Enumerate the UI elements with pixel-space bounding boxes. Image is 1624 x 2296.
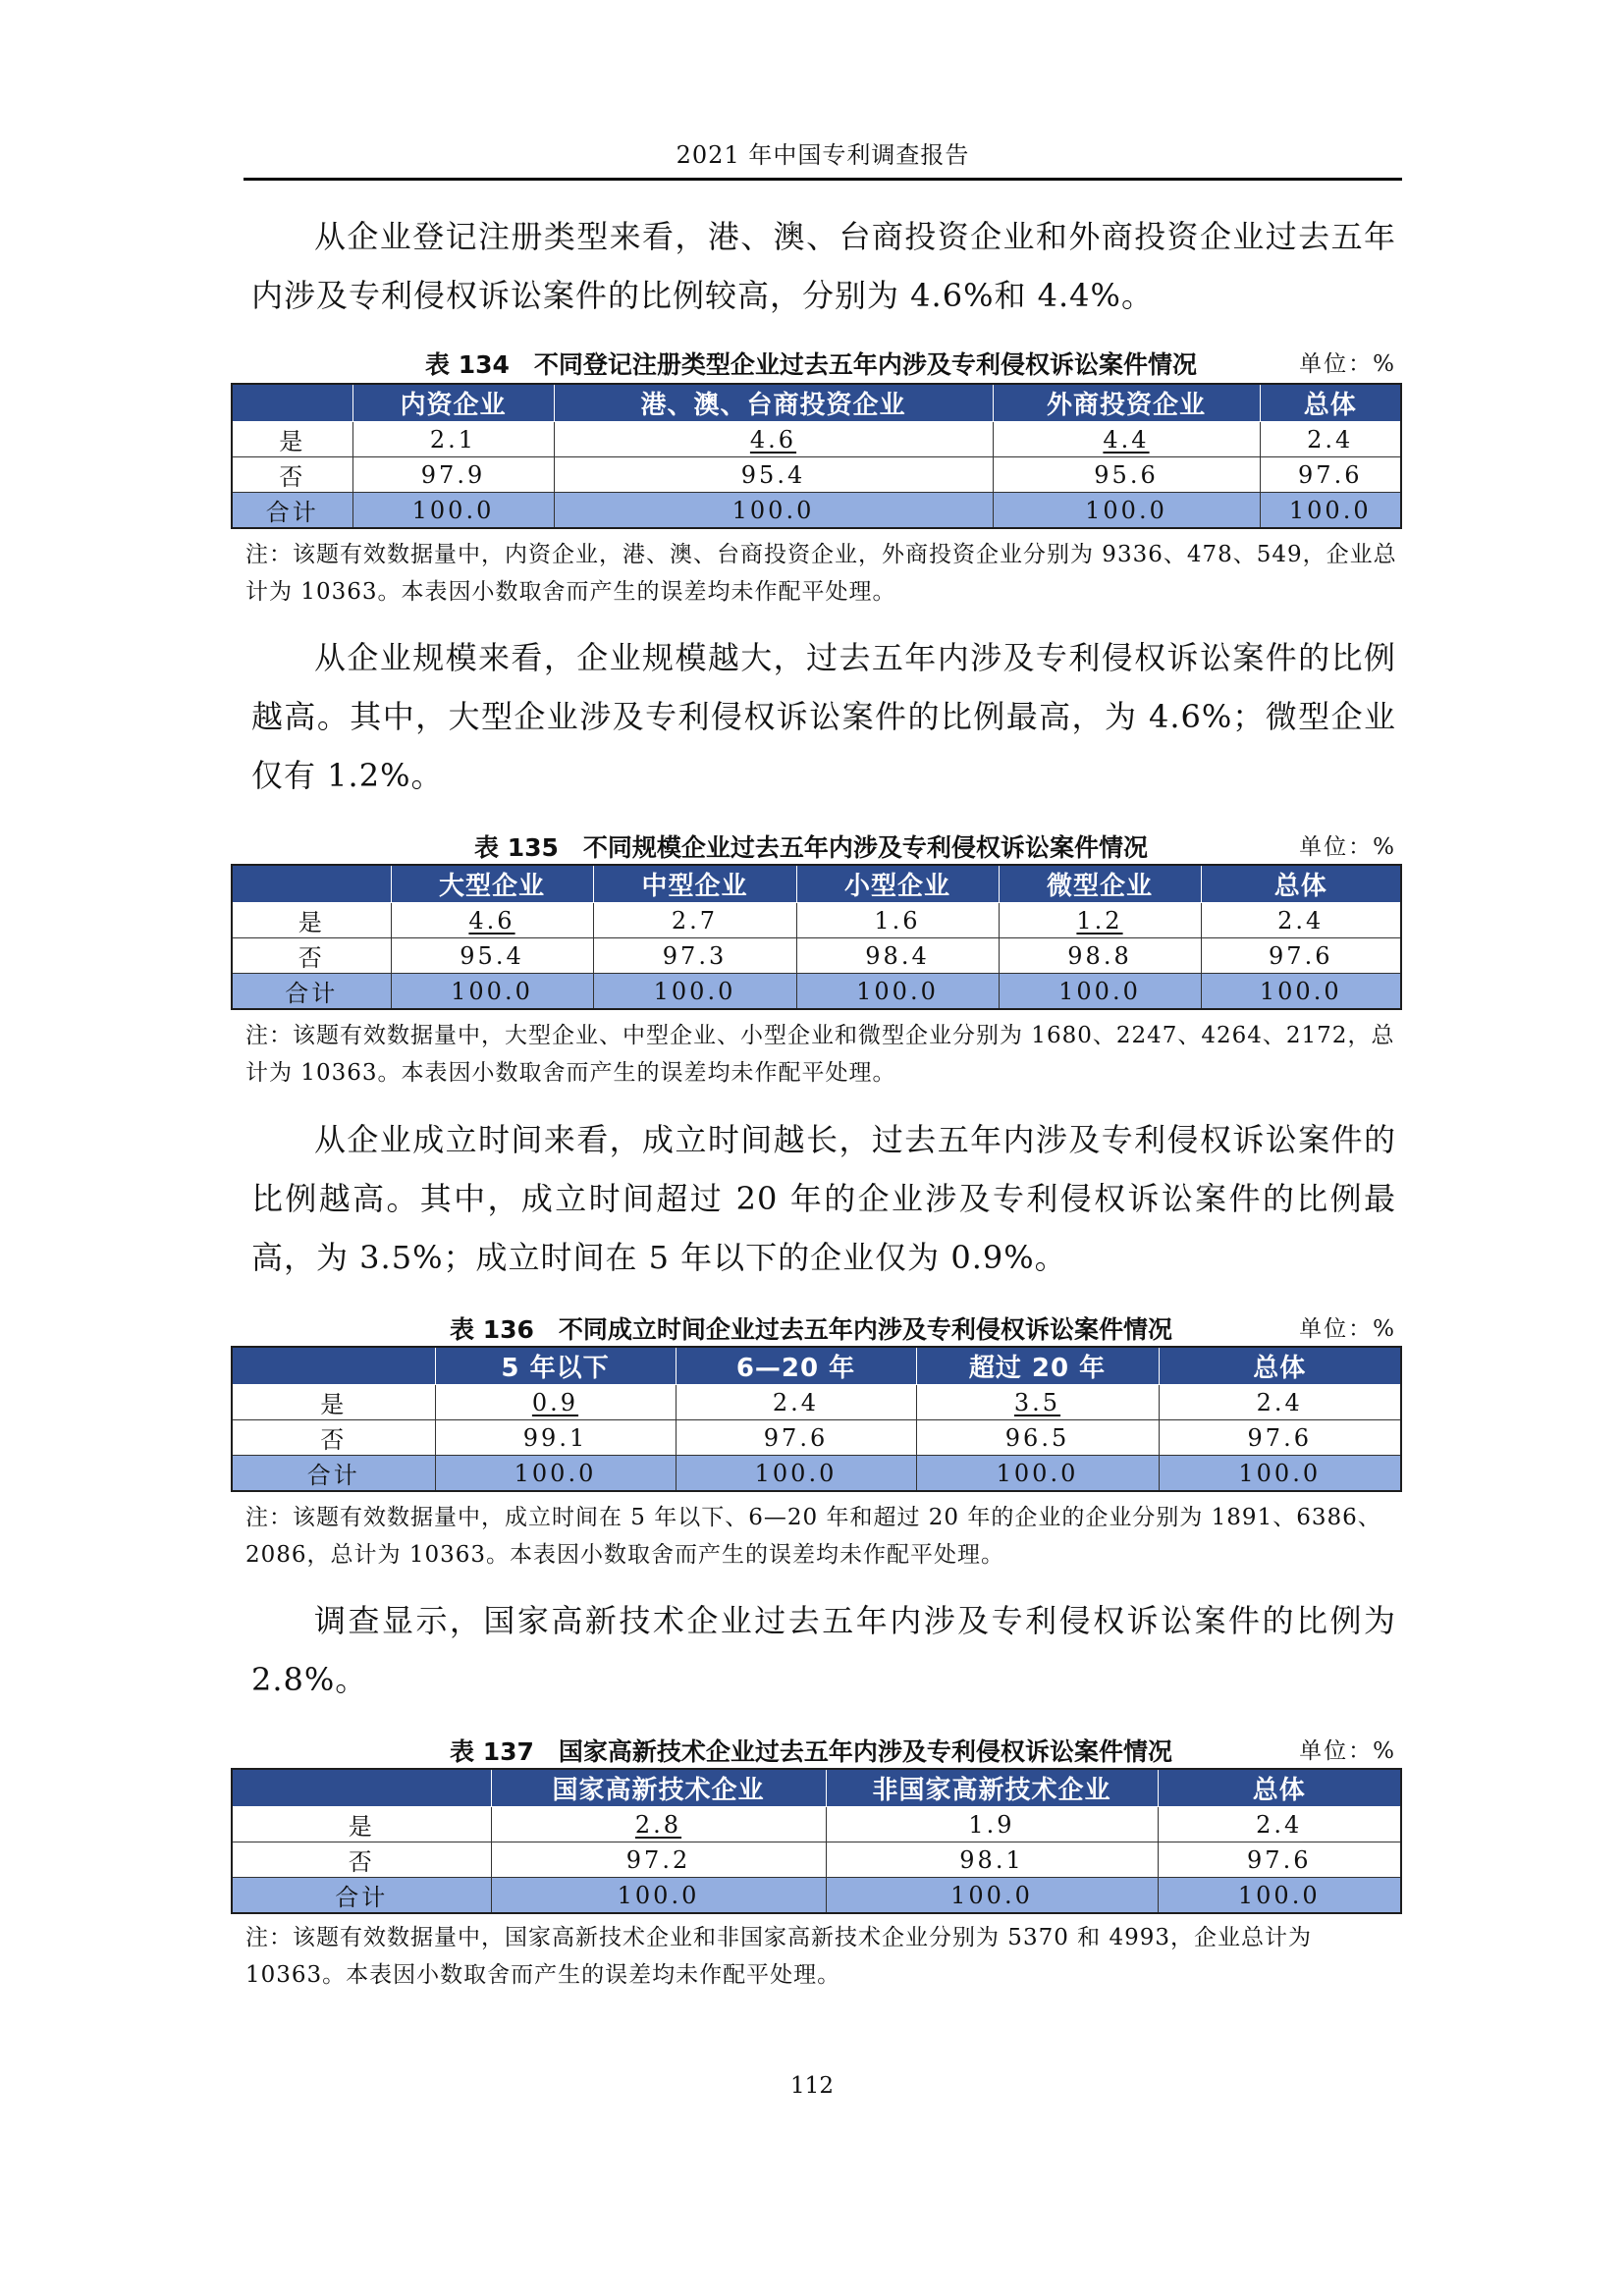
row-label-yes: 是: [232, 422, 352, 457]
table-cell: 100.0: [391, 974, 593, 1010]
table-header-row: [232, 1347, 1401, 1385]
table-cell: 2.4: [1158, 1807, 1401, 1842]
table-cell: 100.0: [826, 1878, 1158, 1914]
table-cell: 98.1: [826, 1842, 1158, 1878]
table-135-unit: 单位：%: [1299, 834, 1396, 860]
table-cell: 100.0: [796, 974, 999, 1010]
table-row: [232, 1807, 1401, 1842]
table-cell: 2.7: [593, 903, 796, 938]
row-label-total: 合计: [232, 974, 391, 1010]
table-cell: 97.3: [593, 938, 796, 974]
table-cell: 95.4: [391, 938, 593, 974]
header-cell-overall: 总体: [1158, 1769, 1401, 1807]
page-number: 112: [790, 2073, 834, 2099]
header-cell-blank: [232, 384, 352, 422]
header-cell-over-20: 超过 20 年: [916, 1347, 1159, 1385]
row-label-no: 否: [232, 457, 352, 493]
table-cell: 97.6: [676, 1420, 916, 1456]
table-136-note: 注：该题有效数据量中，成立时间在 5 年以下、6—20 年和超过 20 年的企业的企业分别为 1891、6386、2086，总计为 10363。本表因小数取舍而产生的误差均未作配平处理。: [245, 1505, 1381, 1568]
table-cell: 2.1: [352, 422, 554, 457]
table-136-caption: [232, 1310, 1396, 1344]
table-cell: 100.0: [676, 1456, 916, 1492]
table-cell: 2.4: [1260, 422, 1401, 457]
table-cell: 100.0: [435, 1456, 676, 1492]
table-134-title: 表 134 不同登记注册类型企业过去五年内涉及专利侵权诉讼案件情况: [425, 350, 1197, 379]
table-row: [232, 1420, 1401, 1456]
table-cell-highlight: 4.4: [1103, 425, 1150, 454]
table-134: [231, 383, 1402, 529]
table-cell: 1.6: [796, 903, 999, 938]
header-cell-blank: [232, 1769, 491, 1807]
table-cell: 95.4: [554, 457, 993, 493]
table-cell: 99.1: [435, 1420, 676, 1456]
header-cell-overall: 总体: [1159, 1347, 1401, 1385]
header-rule: [244, 178, 1402, 181]
header-cell-6-20: 6—20 年: [676, 1347, 916, 1385]
table-cell: 97.6: [1159, 1420, 1401, 1456]
table-row: [232, 938, 1401, 974]
table-cell-highlight: 0.9: [531, 1388, 579, 1416]
table-134-note: 注：该题有效数据量中，内资企业，港、澳、台商投资企业，外商投资企业分别为 9336、478、549，企业总计为 10363。本表因小数取舍而产生的误差均未作配平处理。: [245, 542, 1397, 605]
table-cell: 100.0: [1201, 974, 1401, 1010]
table-cell: 95.6: [993, 457, 1260, 493]
table-134-unit: 单位：%: [1299, 351, 1396, 377]
table-header-row: [232, 1769, 1401, 1807]
table-cell: 96.5: [916, 1420, 1159, 1456]
table-cell: 100.0: [491, 1878, 826, 1914]
table-cell: 97.2: [491, 1842, 826, 1878]
table-135-note: 注：该题有效数据量中，大型企业、中型企业、小型企业和微型企业分别为 1680、2247、4264、2172，总计为 10363。本表因小数取舍而产生的误差均未作配平处理。: [245, 1023, 1395, 1086]
table-cell: 2.4: [676, 1385, 916, 1420]
table-row: [232, 1385, 1401, 1420]
table-cell: 100.0: [1159, 1456, 1401, 1492]
table-cell: 98.8: [999, 938, 1201, 974]
table-row: [232, 903, 1401, 938]
table-136-title: 表 136 不同成立时间企业过去五年内涉及专利侵权诉讼案件情况: [450, 1315, 1172, 1344]
table-cell: 100.0: [993, 493, 1260, 529]
table-135-title: 表 135 不同规模企业过去五年内涉及专利侵权诉讼案件情况: [474, 833, 1148, 862]
header-cell-large: 大型企业: [391, 865, 593, 903]
row-label-total: 合计: [232, 1456, 435, 1492]
table-137-note: 注：该题有效数据量中，国家高新技术企业和非国家高新技术企业分别为 5370 和 4993，企业总计为 10363。本表因小数取舍而产生的误差均未作配平处理。: [245, 1925, 1312, 1988]
table-136: [231, 1346, 1402, 1492]
row-label-no: 否: [232, 1842, 491, 1878]
row-label-total: 合计: [232, 493, 352, 529]
table-cell: 97.6: [1260, 457, 1401, 493]
header-cell-non-high-tech: 非国家高新技术企业: [826, 1769, 1158, 1807]
table-cell: 97.6: [1158, 1842, 1401, 1878]
table-header-row: [232, 865, 1401, 903]
header-cell-domestic: 内资企业: [352, 384, 554, 422]
table-total-row: [232, 493, 1401, 529]
table-cell-highlight: 4.6: [749, 425, 797, 454]
table-header-row: [232, 384, 1401, 422]
table-cell: 100.0: [352, 493, 554, 529]
table-row: [232, 457, 1401, 493]
table-cell: 100.0: [1158, 1878, 1401, 1914]
running-header: 2021 年中国专利调查报告: [676, 141, 970, 169]
header-cell-overall: 总体: [1260, 384, 1401, 422]
header-cell-foreign: 外商投资企业: [993, 384, 1260, 422]
table-135-caption: [232, 828, 1396, 862]
table-135: [231, 864, 1402, 1010]
header-cell-overall: 总体: [1201, 865, 1401, 903]
header-cell-under-5: 5 年以下: [435, 1347, 676, 1385]
paragraph-company-size: 从企业规模来看，企业规模越大，过去五年内涉及专利侵权诉讼案件的比例越高。其中，大型企业涉及专利侵权诉讼案件的比例最高，为 4.6%；微型企业仅有 1.2%。: [251, 639, 1396, 794]
table-cell-highlight: 1.2: [1076, 906, 1123, 934]
table-total-row: [232, 1456, 1401, 1492]
table-137-title: 表 137 国家高新技术企业过去五年内涉及专利侵权诉讼案件情况: [450, 1737, 1172, 1766]
header-cell-blank: [232, 1347, 435, 1385]
table-cell: 2.4: [1201, 903, 1401, 938]
row-label-no: 否: [232, 1420, 435, 1456]
paragraph-registration-type: 从企业登记注册类型来看，港、澳、台商投资企业和外商投资企业过去五年内涉及专利侵权诉讼案件的比例较高，分别为 4.6%和 4.4%。: [251, 218, 1396, 314]
table-cell: 97.9: [352, 457, 554, 493]
table-cell: 98.4: [796, 938, 999, 974]
header-cell-micro: 微型企业: [999, 865, 1201, 903]
row-label-total: 合计: [232, 1878, 491, 1914]
table-cell-highlight: 2.8: [634, 1810, 682, 1839]
table-total-row: [232, 1878, 1401, 1914]
table-137: [231, 1768, 1402, 1914]
table-cell: 100.0: [1260, 493, 1401, 529]
table-cell: 100.0: [916, 1456, 1159, 1492]
row-label-yes: 是: [232, 1385, 435, 1420]
header-cell-hmt: 港、澳、台商投资企业: [554, 384, 993, 422]
table-row: [232, 1842, 1401, 1878]
header-cell-high-tech: 国家高新技术企业: [491, 1769, 826, 1807]
table-cell-highlight: 4.6: [468, 906, 515, 934]
table-cell: 100.0: [999, 974, 1201, 1010]
table-cell-highlight: 3.5: [1013, 1388, 1061, 1416]
paragraph-high-tech: 调查显示，国家高新技术企业过去五年内涉及专利侵权诉讼案件的比例为 2.8%。: [251, 1602, 1396, 1698]
paragraph-establishment-time: 从企业成立时间来看，成立时间越长，过去五年内涉及专利侵权诉讼案件的比例越高。其中，成立时间超过 20 年的企业涉及专利侵权诉讼案件的比例最高，为 3.5%；成立时间在 5 年以下的企业仅为 0.9%。: [251, 1121, 1396, 1276]
table-cell: 2.4: [1159, 1385, 1401, 1420]
header-cell-medium: 中型企业: [593, 865, 796, 903]
header-cell-blank: [232, 865, 391, 903]
table-137-unit: 单位：%: [1299, 1738, 1396, 1764]
table-cell: 100.0: [554, 493, 993, 529]
row-label-yes: 是: [232, 1807, 491, 1842]
table-134-caption: [232, 346, 1396, 379]
row-label-no: 否: [232, 938, 391, 974]
table-row: [232, 422, 1401, 457]
table-136-unit: 单位：%: [1299, 1316, 1396, 1342]
table-cell: 100.0: [593, 974, 796, 1010]
row-label-yes: 是: [232, 903, 391, 938]
table-cell: 97.6: [1201, 938, 1401, 974]
table-137-caption: [232, 1733, 1396, 1766]
header-cell-small: 小型企业: [796, 865, 999, 903]
table-cell: 1.9: [826, 1807, 1158, 1842]
table-total-row: [232, 974, 1401, 1010]
